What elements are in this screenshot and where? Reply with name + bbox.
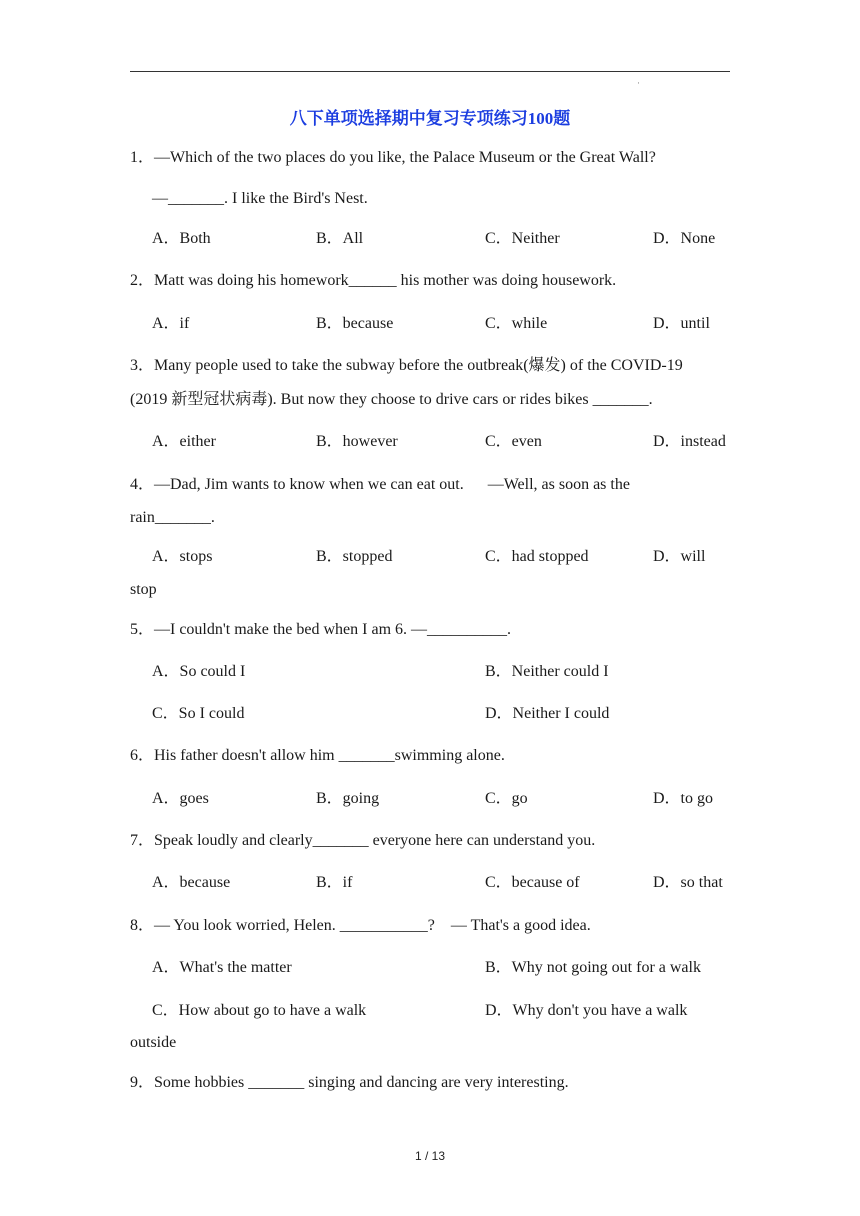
question-5-stem: 5．—I couldn't make the bed when I am 6. —__________. [130, 621, 512, 638]
q6-option-d[interactable]: D．to go [653, 790, 714, 807]
question-9-stem: 9．Some hobbies _______ singing and dancing are very interesting. [130, 1074, 569, 1091]
q5-option-c[interactable]: C．So I could [152, 705, 245, 722]
question-1-stem-cont: —_______. I like the Bird's Nest. [152, 190, 368, 207]
q3-option-c[interactable]: C．even [485, 433, 542, 450]
q6-option-c[interactable]: C．go [485, 790, 528, 807]
q8-option-c[interactable]: C．How about go to have a walk [152, 1002, 367, 1019]
page-marker: · [637, 78, 640, 88]
q3-option-d[interactable]: D．instead [653, 433, 726, 450]
q2-option-d[interactable]: D．until [653, 315, 710, 332]
q1-option-a[interactable]: A．Both [152, 230, 211, 247]
page-number: 1 / 13 [414, 1149, 446, 1163]
q8-option-b[interactable]: B．Why not going out for a walk [485, 959, 701, 976]
q1-option-b[interactable]: B．All [316, 230, 364, 247]
question-7-stem: 7．Speak loudly and clearly_______ everyone here can understand you. [130, 832, 596, 849]
question-3-stem: 3．Many people used to take the subway before the outbreak(爆发) of the COVID-19 [130, 357, 683, 374]
q4-option-d-wrap: stop [130, 581, 157, 598]
q8-option-d-wrap: outside [130, 1034, 177, 1051]
q7-option-b[interactable]: B．if [316, 874, 353, 891]
question-4-stem-cont: rain_______. [130, 509, 215, 526]
q7-option-a[interactable]: A．because [152, 874, 231, 891]
header-rule [130, 71, 730, 72]
q5-option-b[interactable]: B．Neither could I [485, 663, 609, 680]
q2-option-a[interactable]: A．if [152, 315, 190, 332]
question-3-stem-cont: (2019 新型冠状病毒). But now they choose to drive cars or rides bikes _______. [130, 391, 653, 408]
q2-option-c[interactable]: C．while [485, 315, 548, 332]
q3-option-a[interactable]: A．either [152, 433, 216, 450]
q5-option-a[interactable]: A．So could I [152, 663, 246, 680]
q7-option-c[interactable]: C．because of [485, 874, 580, 891]
q5-option-d[interactable]: D．Neither I could [485, 705, 610, 722]
q6-option-a[interactable]: A．goes [152, 790, 209, 807]
q2-option-b[interactable]: B．because [316, 315, 394, 332]
q8-option-d[interactable]: D．Why don't you have a walk [485, 1002, 688, 1019]
q4-option-a[interactable]: A．stops [152, 548, 213, 565]
q4-option-c[interactable]: C．had stopped [485, 548, 589, 565]
question-4-stem: 4．—Dad, Jim wants to know when we can eat out. —Well, as soon as the [130, 476, 630, 493]
q7-option-d[interactable]: D．so that [653, 874, 723, 891]
q6-option-b[interactable]: B．going [316, 790, 380, 807]
q8-option-a[interactable]: A．What's the matter [152, 959, 292, 976]
question-6-stem: 6．His father doesn't allow him _______swimming alone. [130, 747, 505, 764]
question-1-stem: 1．—Which of the two places do you like, the Palace Museum or the Great Wall? [130, 149, 656, 166]
question-2-stem: 2．Matt was doing his homework______ his mother was doing housework. [130, 272, 617, 289]
q3-option-b[interactable]: B．however [316, 433, 398, 450]
page-title: 八下单项选择期中复习专项练习100题 [289, 109, 571, 128]
q1-option-c[interactable]: C．Neither [485, 230, 560, 247]
q1-option-d[interactable]: D．None [653, 230, 716, 247]
q4-option-d[interactable]: D．will [653, 548, 706, 565]
q4-option-b[interactable]: B．stopped [316, 548, 393, 565]
question-8-stem: 8．— You look worried, Helen. ___________? — That's a good idea. [130, 917, 591, 934]
